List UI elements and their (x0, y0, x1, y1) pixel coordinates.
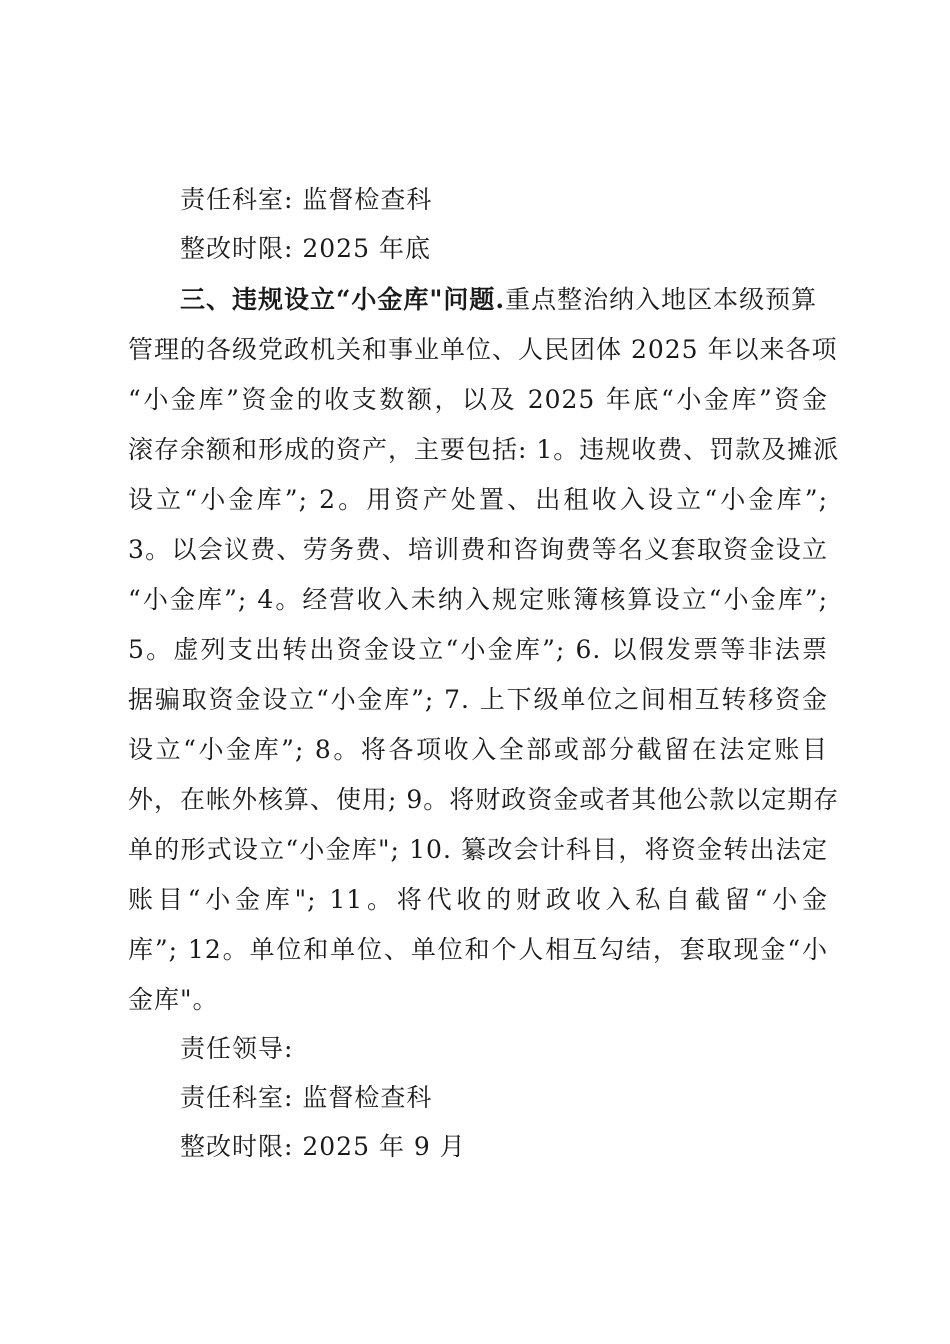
section-text-line: 库”; 12。单位和单位、单位和个人相互勾结，套取现金“小 (128, 935, 828, 964)
section-text-line: “小金库”资金的收支数额，以及 2025 年底“小金库”资金 (128, 385, 828, 414)
section-text-line: 外，在帐外核算、使用; 9。将财政资金或者其他公款以定期存 (128, 785, 840, 814)
section-text-line: 据骗取资金设立“小金库”; 7. 上下级单位之间相互转移资金 (128, 685, 828, 714)
section-heading: 三、违规设立“小金库"问题. (180, 285, 506, 314)
section-text-line: 单的形式设立“小金库"; 10. 纂改会计科目，将资金转出法定 (128, 835, 828, 864)
rectification-deadline: 整改时限: 2025 年 9 月 (180, 1132, 466, 1161)
section-text-line: 5。虚列支出转出资金设立“小金库”; 6. 以假发票等非法票 (128, 635, 828, 664)
section-text-line: 管理的各级党政机关和事业单位、人民团体 2025 年以来各项 (128, 335, 838, 364)
section-text-line: 重点整治纳入地区本级预算 (505, 285, 818, 314)
responsible-department: 责任科室: 监督检查科 (180, 1083, 433, 1112)
section-text-line: 金库"。 (128, 985, 219, 1014)
rectification-deadline: 整改时限: 2025 年底 (180, 234, 431, 263)
section-text-line: 滚存余额和形成的资产，主要包括: 1。违规收费、罚款及摊派 (128, 435, 840, 464)
section-text-line: 设立“小金库”; 2。用资产处置、出租收入设立“小金库”; (128, 485, 828, 514)
section-text-line: “小金库”; 4。经营收入未纳入规定账簿核算设立“小金库”; (128, 585, 828, 614)
section-3-first-line (180, 284, 817, 316)
responsible-department: 责任科室: 监督检查科 (180, 185, 433, 214)
section-text-line: 3。以会议费、劳务费、培训费和咨询费等名义套取资金设立 (128, 535, 828, 564)
section-text-line: 设立“小金库”; 8。将各项收入全部或部分截留在法定账目 (128, 735, 828, 764)
section-text-line: 账目“小金库"; 11。将代收的财政收入私自截留“小金 (128, 885, 828, 914)
responsible-leader: 责任领导: (180, 1034, 294, 1063)
